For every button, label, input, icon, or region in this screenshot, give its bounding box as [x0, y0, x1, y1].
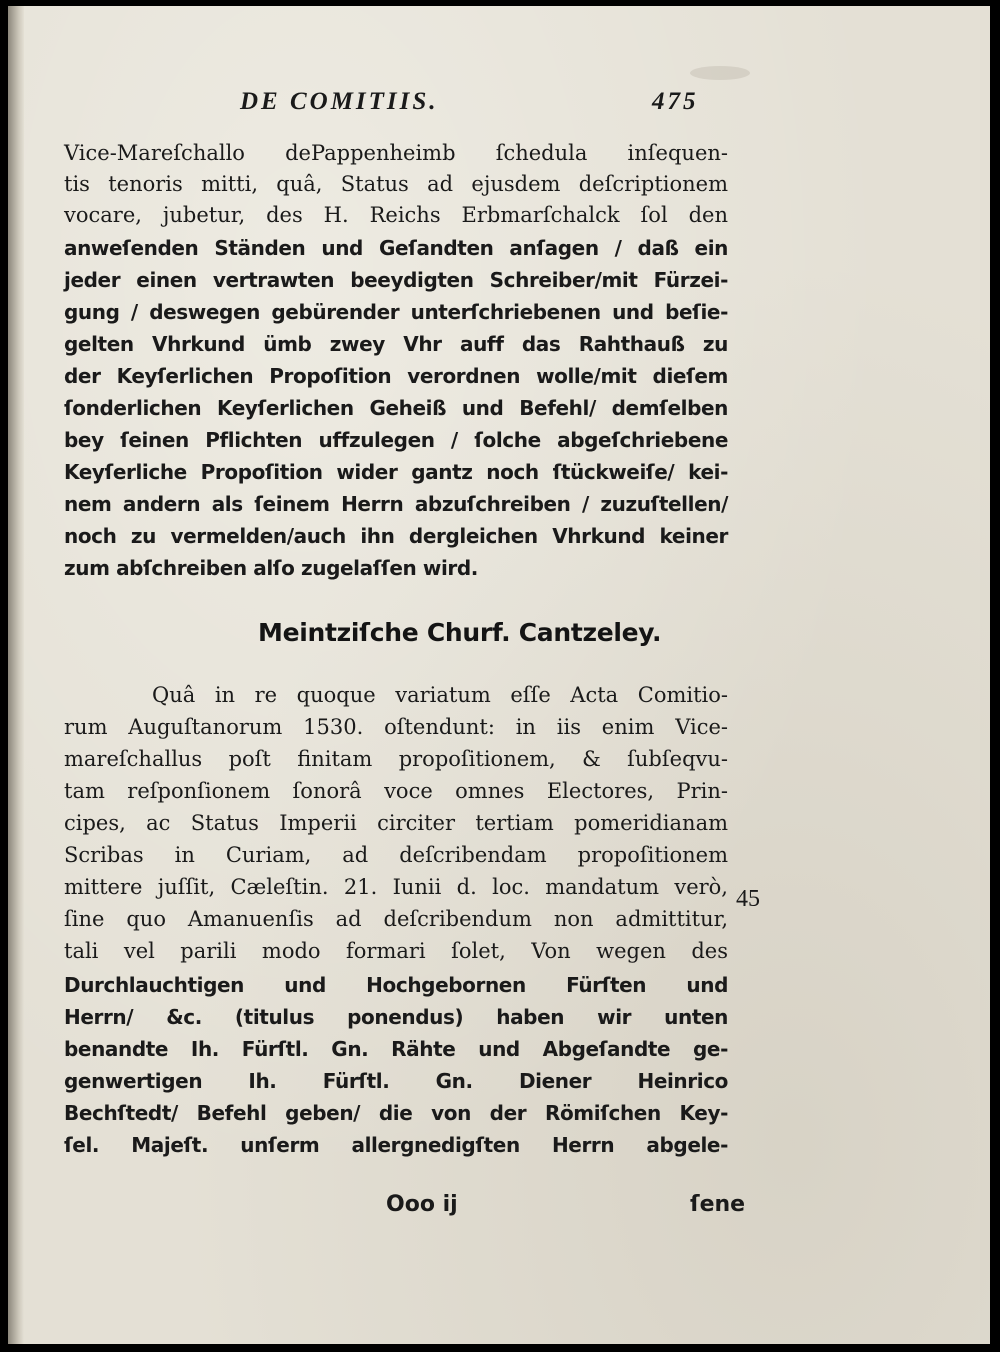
page-gutter-shadow	[8, 6, 24, 1344]
text-line: mittere juſſit, Cæleſtin. 21. Iunii d. loc. mandatum verò,	[64, 875, 728, 899]
text-line: benandte Ih. Fürſtl. Gn. Rähte und Abgeſandte ge-	[64, 1037, 728, 1061]
text-line: ſonderlichen Keyſerlichen Geheiß und Befehl/ demſelben	[64, 396, 728, 420]
text-line: bey ſeinen Pflichten uffzulegen / ſolche abgeſchriebene	[64, 428, 728, 452]
signature-mark: Ooo ij	[386, 1192, 458, 1217]
text-line: tis tenoris mitti, quâ, Status ad ejusdem deſcriptionem	[64, 172, 728, 196]
page-footer	[64, 1192, 746, 1226]
text-line: nem andern als ſeinem Herrn abzuſchreiben / zuzuſtellen/	[64, 492, 728, 516]
text-line: ſel. Majeſt. unſerm allergnedigſten Herrn abgele-	[64, 1133, 728, 1157]
text-line: mareſchallus poſt finitam propoſitionem, & ſubſeqvu-	[64, 747, 728, 771]
text-line: der Keyſerlichen Propoſition verordnen wolle/mit dieſem	[64, 364, 728, 388]
margin-note-number: 45	[736, 886, 760, 912]
text-line: jeder einen vertrawten beeydigten Schreiber/mit Fürzei-	[64, 268, 728, 292]
text-line: Quâ in re quoque variatum eſſe Acta Comitio-	[152, 683, 728, 707]
text-line: cipes, ac Status Imperii circiter tertiam pomeridianam	[64, 811, 728, 835]
text-line: tali vel parili modo formari ſolet, Von wegen des	[64, 939, 728, 963]
text-line: noch zu vermelden/auch ihn dergleichen Vhrkund keiner	[64, 524, 728, 548]
text-line: zum abſchreiben alſo zugelaſſen wird.	[64, 556, 478, 580]
running-title: DE COMITIIS.	[240, 88, 439, 115]
text-line: Vice-Mareſchallo dePappenheimb ſchedula inſequen-	[64, 141, 728, 165]
text-line: genwertigen Ih. Fürſtl. Gn. Diener Heinrico	[64, 1069, 728, 1093]
text-line: tam reſponſionem ſonorâ voce omnes Electores, Prin-	[64, 779, 728, 803]
text-line: rum Auguſtanorum 1530. oſtendunt: in iis enim Vice-	[64, 715, 728, 739]
text-line: Scribas in Curiam, ad deſcribendam propoſitionem	[64, 843, 728, 867]
text-line: Durchlauchtigen und Hochgebornen Fürſten und	[64, 973, 728, 997]
book-page	[8, 6, 990, 1344]
text-line: anweſenden Ständen und Geſandten anſagen / daß ein	[64, 236, 728, 260]
text-line: gelten Vhrkund ümb zwey Vhr auff das Rahthauß zu	[64, 332, 728, 356]
text-line: ſine quo Amanuenſis ad deſcribendum non admittitur,	[64, 907, 728, 931]
chancery-signature: Meintziſche Churf. Cantzeley.	[258, 618, 662, 647]
text-line: Herrn/ &c. (titulus ponendus) haben wir unten	[64, 1005, 728, 1029]
page-header	[240, 88, 740, 122]
text-line: vocare, jubetur, des H. Reichs Erbmarſchalck ſol den	[64, 203, 728, 227]
catchword: ſene	[690, 1192, 746, 1217]
paper-stain	[690, 66, 750, 80]
page-number: 475	[652, 88, 699, 115]
text-line: Keyſerliche Propoſition wider gantz noch ſtückweiſe/ kei-	[64, 460, 728, 484]
text-line: gung / deswegen gebürender unterſchriebenen und beſie-	[64, 300, 728, 324]
text-line: Bechſtedt/ Befehl geben/ die von der Römiſchen Key-	[64, 1101, 728, 1125]
